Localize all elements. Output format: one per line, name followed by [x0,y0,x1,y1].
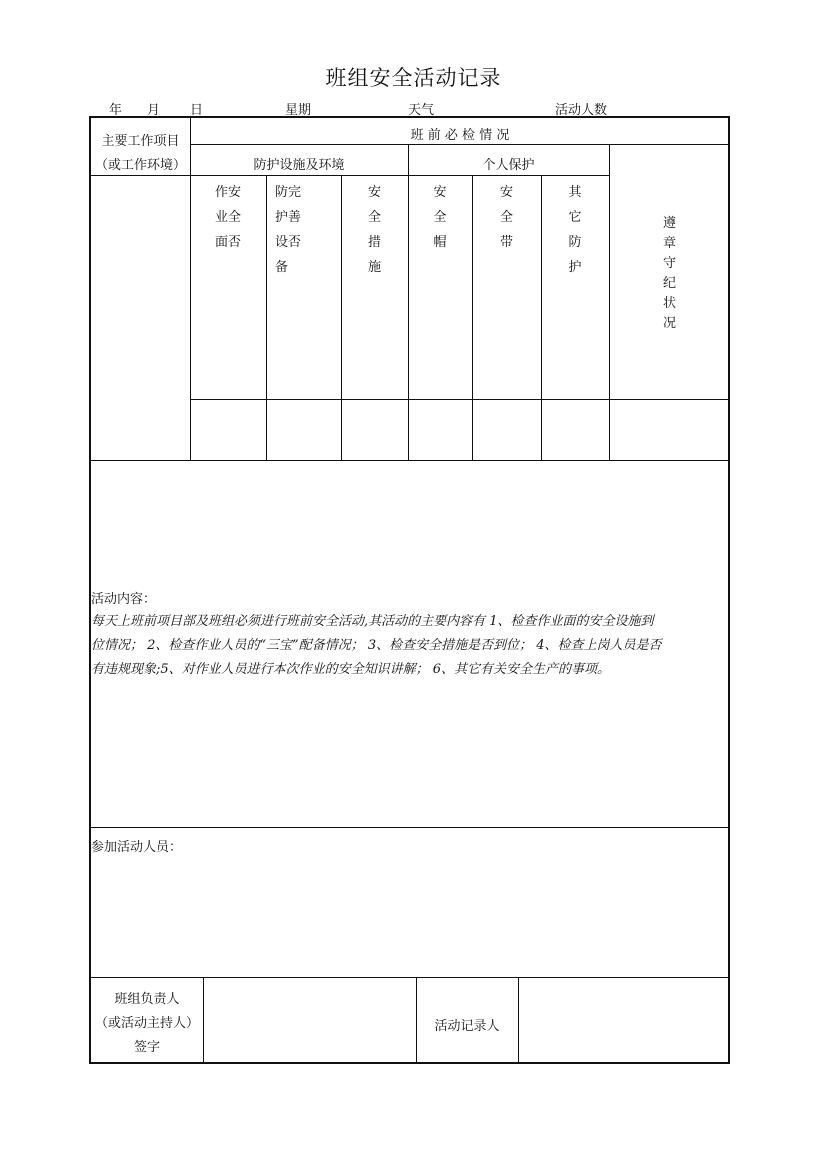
column-header-other-protection [541,180,609,280]
weekday-label: 星期 [285,103,312,118]
activity-content-line: 每天上班前项目部及班组必须进行班前安全活动,其活动的主要内容有 1、检查作业面的安全设施到 [91,614,654,629]
column-header-text: 全 [367,210,381,225]
leader-label-line: （或活动主持人） [94,1016,199,1031]
column-header-work-surface-safety [190,180,266,255]
grid-line [91,460,730,461]
column-header-text: 况 [662,316,676,331]
pre-shift-check-header: 班 前 必 检 情 况 [410,128,510,143]
column-header-text: 带 [499,235,513,250]
column-header-text: 设否 [275,235,302,250]
page-title: 班组安全活动记录 [325,66,502,90]
column-header-helmet [408,180,472,255]
column-header-text: 面否 [214,235,241,250]
grid-line [91,175,610,176]
activity-content-line: 有违规现象;5、对作业人员进行本次作业的安全知识讲解； 6、其它有关安全生产的事项。 [91,662,611,677]
activity-content-text [91,610,730,682]
personal-protection-header: 个人保护 [482,158,535,173]
column-header-text: 防完 [275,185,302,200]
column-header-text: 备 [275,260,289,275]
column-header-text: 遵 [662,216,676,231]
month-label: 月 [147,103,161,118]
column-header-text: 施 [367,260,381,275]
column-header-compliance [609,214,730,334]
main-work-label-sub: （或工作环境） [94,158,186,173]
column-header-text: 章 [662,236,676,251]
column-header-text: 全 [433,210,447,225]
column-header-text: 纪 [662,276,676,291]
day-label: 日 [190,103,204,118]
column-header-safety-belt [472,180,541,255]
recorder-label: 活动记录人 [434,1019,500,1034]
column-header-text: 安 [433,185,447,200]
column-header-protective-equipment [266,180,317,280]
column-header-text: 状 [662,296,676,311]
grid-line [91,827,730,828]
column-header-text: 措 [367,235,381,250]
main-work-label: 主要工作项目 [101,134,180,149]
column-header-safety-measures [341,180,408,280]
column-header-text: 护 [568,260,582,275]
column-header-text: 它 [568,210,582,225]
column-header-text: 作安 [214,185,241,200]
column-header-text: 守 [662,256,676,271]
column-header-text: 护善 [275,210,302,225]
column-header-text: 防 [568,235,582,250]
activity-content-line: 位情况； 2、检查作业人员的“三宝”配备情况； 3、检查安全措施是否到位； 4、检查上岗人员是否 [91,638,662,653]
column-header-text: 业全 [214,210,241,225]
leader-label-line: 签字 [133,1040,160,1055]
facilities-env-header: 防护设施及环境 [253,158,345,173]
grid-line [190,144,730,145]
leader-label-line: 班组负责人 [114,992,180,1007]
activity-content-label: 活动内容： [91,592,157,607]
participant-count-label: 活动人数 [555,103,608,118]
participants-label: 参加活动人员： [91,840,183,855]
column-header-text: 安 [499,185,513,200]
column-header-text: 帽 [433,235,447,250]
grid-line [91,977,730,978]
grid-line [190,399,730,400]
year-label: 年 [109,103,123,118]
grid-line [203,977,204,1064]
column-header-text: 其 [568,185,582,200]
column-header-text: 全 [499,210,513,225]
column-header-text: 安 [367,185,381,200]
weather-label: 天气 [408,103,435,118]
team-leader-signature-label [91,988,203,1060]
grid-line [518,977,519,1064]
activity-record-table [89,116,730,1064]
